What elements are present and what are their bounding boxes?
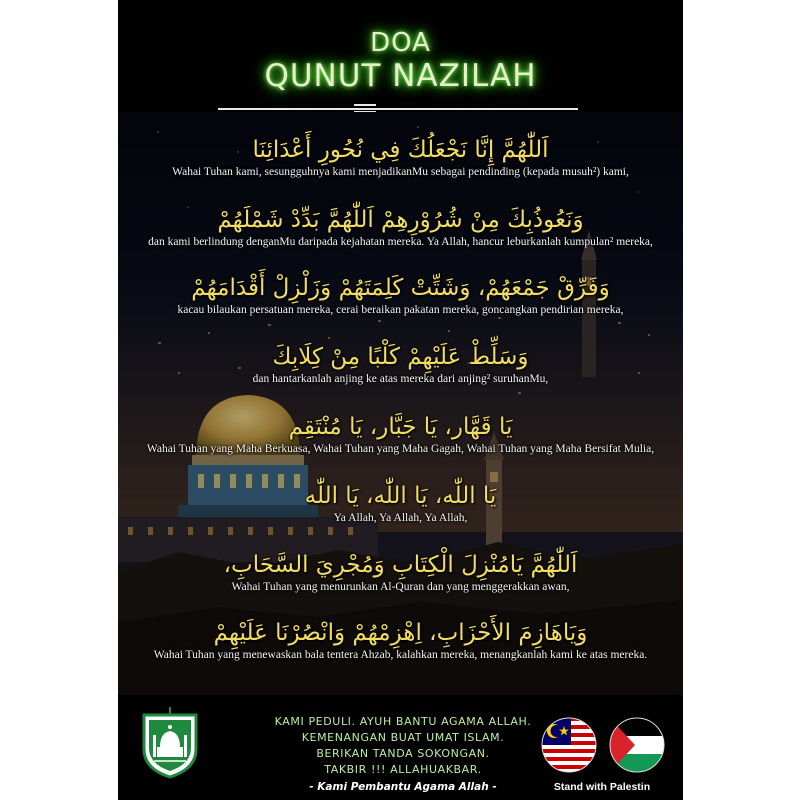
stand-with-palestin-label: Stand with Palestin xyxy=(553,781,651,793)
verse-8-arabic: وَيَاهَازِمَ الأَحْزَابِ، اِهْزِمْهُمْ وَانْصُرْنَا عَلَيْهِمْ xyxy=(213,620,588,646)
scene-overlay xyxy=(118,112,683,695)
title-doa: DOA xyxy=(370,28,431,58)
verse-3 xyxy=(118,275,683,316)
verse-4-arabic: وَسَلِّطْ عَلَيْهِمْ كَلْبًا مِنْ كِلَابِكَ xyxy=(272,344,529,370)
jerusalem-night-scene xyxy=(118,112,683,695)
verse-4 xyxy=(118,344,683,385)
verse-7-malay: Wahai Tuhan yang menurunkan Al-Quran dan yang menggerakkan awan, xyxy=(231,581,570,593)
verse-2-malay: dan kami berlindung denganMu daripada kejahatan mereka. Ya Allah, hancur leburkanlah kumpulan² mereka, xyxy=(148,236,653,248)
header xyxy=(118,0,683,112)
title-qunut-nazilah: QUNUT NAZILAH xyxy=(264,58,537,94)
verse-3-malay: kacau bilaukan persatuan mereka, cerai beraikan pakatan mereka, goncangkan pendirian mereka, xyxy=(177,304,624,316)
title-divider xyxy=(218,108,578,110)
verse-7 xyxy=(118,552,683,593)
verse-8-malay: Wahai Tuhan yang menewaskan bala tentera Ahzab, kalahkan mereka, menangkanlah kami ke atas mereka. xyxy=(153,649,648,661)
verse-5 xyxy=(118,414,683,455)
footer-line-2: KEMENANGAN BUAT UMAT ISLAM. xyxy=(301,731,505,744)
verse-5-malay: Wahai Tuhan yang Maha Berkuasa, Wahai Tuhan yang Maha Gagah, Wahai Tuhan yang Maha Bersifat Mulia, xyxy=(146,443,655,455)
malaysia-flag-icon xyxy=(541,717,597,773)
footer-line-4: TAKBIR !!! ALLAHUAKBAR. xyxy=(324,763,482,776)
palestine-flag-icon xyxy=(609,717,665,773)
verse-1 xyxy=(118,137,683,178)
verse-8 xyxy=(118,620,683,661)
verse-5-arabic: يَا قَهَّار، يَا جَبَّار، يَا مُنْتَقِم xyxy=(288,414,513,440)
verse-6-malay: Ya Allah, Ya Allah, Ya Allah, xyxy=(333,512,468,524)
footer-tagline: - Kami Pembantu Agama Allah - xyxy=(309,781,497,793)
footer xyxy=(118,695,683,800)
verse-6 xyxy=(118,483,683,524)
scene-illustration xyxy=(118,112,683,695)
verse-1-arabic: اَللّٰهُمَّ إِنَّا نَجْعَلُكَ فِي نُحُورِ أَعْدَائِنَا xyxy=(252,137,549,163)
footer-line-3: BERIKAN TANDA SOKONGAN. xyxy=(316,747,490,760)
mosque-emblem-icon xyxy=(140,707,200,779)
verse-2 xyxy=(118,207,683,248)
verse-2-arabic: وَنَعُوذُبِكَ مِنْ شُرُوْرِهِمْ اَللّٰهُمَّ بَدِّدْ شَمْلَهُمْ xyxy=(217,207,584,233)
poster xyxy=(118,0,683,800)
verse-6-arabic: يَا اللّٰه، يَا اللّٰه، يَا اللّٰه xyxy=(304,483,497,509)
verse-3-arabic: وَفَرِّقْ جَمْعَهُمْ، وَشَتِّتْ كَلِمَتَهُمْ وَزَلْزِلْ أَقْدَامَهُمْ xyxy=(191,275,610,301)
footer-line-1: KAMI PEDULI. AYUH BANTU AGAMA ALLAH. xyxy=(274,715,532,728)
verse-4-malay: dan hantarkanlah anjing ke atas mereka dari anjing² suruhanMu, xyxy=(252,373,549,385)
verse-1-malay: Wahai Tuhan kami, sesungguhnya kami menjadikanMu sebagai pendinding (kepada musuh²) kami, xyxy=(172,166,629,178)
verse-7-arabic: اَللّٰهُمَّ يَامُنْزِلَ الْكِتَابِ وَمُجْرِيَ السَّحَابِ، xyxy=(223,552,578,578)
